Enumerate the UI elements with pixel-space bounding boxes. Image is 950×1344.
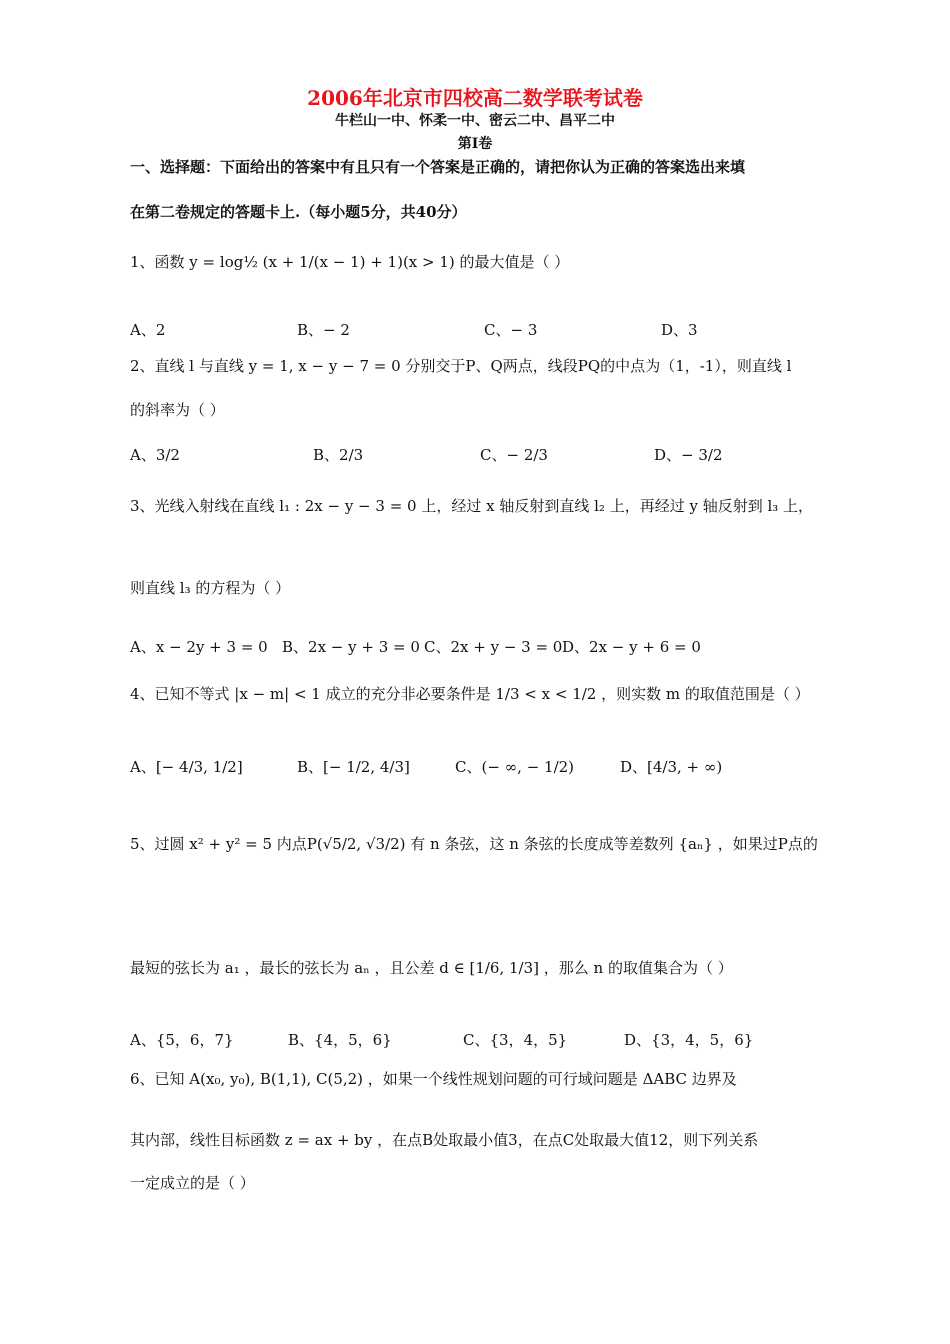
question-2-stem-line-1: 2、直线 l 与直线 y = 1, x − y − 7 = 0 分别交于P、Q两点，线段PQ的中点为（1，-1），则直线 l: [130, 357, 792, 375]
question-2-option-d: D、− 3/2: [654, 446, 723, 464]
question-3-stem-line-1: 3、光线入射线在直线 l₁ : 2x − y − 3 = 0 上，经过 x 轴反射到直线 l₂ 上，再经过 y 轴反射到 l₃ 上，: [130, 497, 814, 515]
question-3-option-a: A、x − 2y + 3 = 0: [130, 638, 268, 656]
section-instructions-line-1: 一、选择题：下面给出的答案中有且只有一个答案是正确的，请把你认为正确的答案选出来填: [130, 158, 746, 176]
question-6-stem-line-1: 6、已知 A(x₀, y₀), B(1,1), C(5,2) ，如果一个线性规划问题的可行域问题是 ΔABC 边界及: [130, 1070, 737, 1088]
question-1-option-c: C、− 3: [484, 321, 538, 339]
question-6-stem-line-3: 一定成立的是（ ）: [130, 1174, 255, 1192]
question-5-option-a: A、{5，6，7}: [130, 1031, 234, 1049]
question-5-option-c: C、{3，4，5}: [463, 1031, 568, 1049]
question-3-option-d: D、2x − y + 6 = 0: [562, 638, 701, 656]
question-5-option-b: B、{4，5，6}: [288, 1031, 392, 1049]
exam-title: 2006年北京市四校高二数学联考试卷: [307, 86, 643, 110]
question-3-option-c: C、2x + y − 3 = 0: [424, 638, 563, 656]
question-1-option-b: B、− 2: [297, 321, 350, 339]
question-1-stem: 1、函数 y = log½ (x + 1/(x − 1) + 1)(x > 1) 的最大值是（ ）: [130, 253, 570, 271]
question-6-stem-line-2: 其内部，线性目标函数 z = ax + by ，在点B处取最小值3，在点C处取最大值12，则下列关系: [130, 1131, 759, 1149]
question-4-option-d: D、[4/3, + ∞): [620, 758, 723, 776]
question-2-option-b: B、2/3: [313, 446, 364, 464]
question-4-option-a: A、[− 4/3, 1/2]: [130, 758, 243, 776]
question-3-stem-line-2: 则直线 l₃ 的方程为（ ）: [130, 579, 291, 597]
question-4-option-c: C、(− ∞, − 1/2): [455, 758, 575, 776]
question-4-stem: 4、已知不等式 |x − m| < 1 成立的充分非必要条件是 1/3 < x < 1/2 ，则实数 m 的取值范围是（ ）: [130, 685, 810, 703]
question-4-option-b: B、[− 1/2, 4/3]: [297, 758, 410, 776]
question-5-stem-line-2: 最短的弦长为 a₁ ，最长的弦长为 aₙ ，且公差 d ∈ [1/6, 1/3] ，那么 n 的取值集合为（ ）: [130, 959, 733, 977]
part-heading: 第Ⅰ卷: [457, 136, 493, 152]
question-5-option-d: D、{3，4，5，6}: [624, 1031, 754, 1049]
question-2-option-c: C、− 2/3: [480, 446, 548, 464]
question-2-stem-line-2: 的斜率为（ ）: [130, 401, 225, 419]
question-3-option-b: B、2x − y + 3 = 0: [282, 638, 420, 656]
question-5-stem-line-1: 5、过圆 x² + y² = 5 内点P(√5/2, √3/2) 有 n 条弦，这 n 条弦的长度成等差数列 {aₙ} ，如果过P点的: [130, 835, 818, 853]
school-list: 牛栏山一中、怀柔一中、密云二中、昌平二中: [335, 113, 615, 129]
question-1-option-d: D、3: [661, 321, 698, 339]
question-1-option-a: A、2: [130, 321, 166, 339]
section-instructions-line-2: 在第二卷规定的答题卡上.（每小题5分，共40分）: [130, 203, 467, 221]
question-2-option-a: A、3/2: [130, 446, 180, 464]
